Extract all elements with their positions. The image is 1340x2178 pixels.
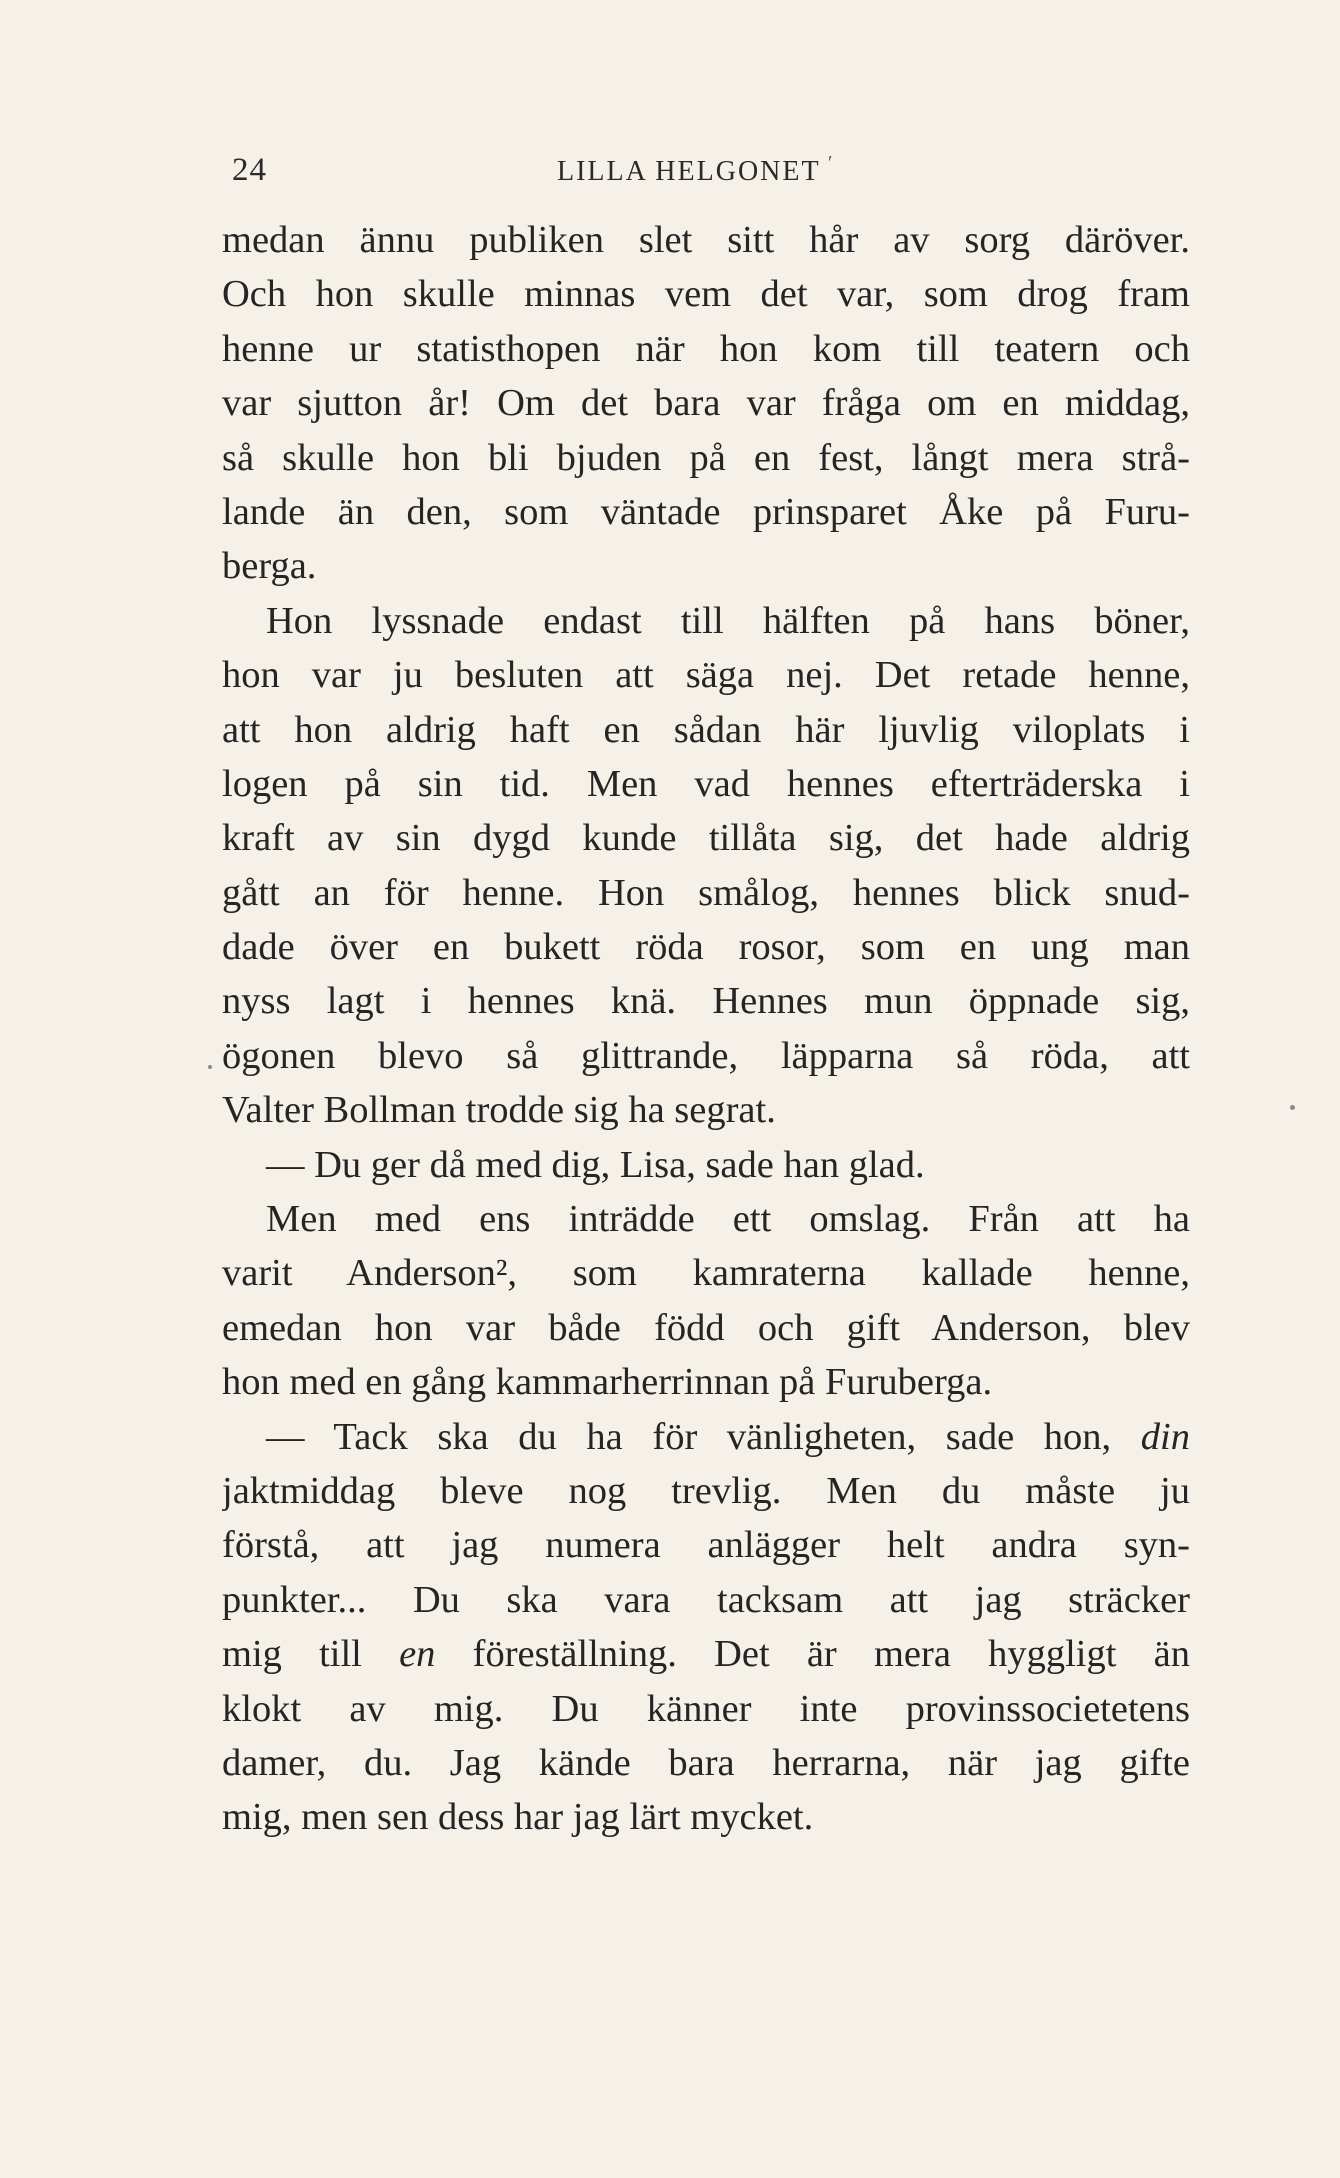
- body-text: [222, 213, 1190, 1845]
- text-line-content: hon med en gång kammarherrinnan på Furuberga.: [222, 1361, 993, 1404]
- text-line: [222, 539, 1190, 593]
- text-line: [222, 1410, 1190, 1464]
- text-line: [222, 1192, 1190, 1246]
- text-line-content: jaktmiddag bleve nog trevlig. Men du måste ju: [222, 1469, 1190, 1512]
- text-line: [222, 757, 1190, 811]
- text-line-content: punkter... Du ska vara tacksam att jag sträcker: [222, 1578, 1190, 1621]
- text-line-content: lande än den, som väntade prinsparet Åke på Furu-: [222, 490, 1190, 533]
- text-line: [222, 1464, 1190, 1518]
- text-line: [222, 974, 1190, 1028]
- text-line: [222, 811, 1190, 865]
- text-line-content: Hon lyssnade endast till hälften på hans böner,: [266, 599, 1190, 642]
- text-line: [222, 267, 1190, 321]
- text-line: [222, 1573, 1190, 1627]
- text-line-content: damer, du. Jag kände bara herrarna, när jag gifte: [222, 1741, 1190, 1784]
- text-line-content: — Tack ska du ha för vänligheten, sade hon,: [266, 1415, 1141, 1458]
- paper-speck: [1290, 1105, 1295, 1110]
- text-line: [222, 1138, 1190, 1192]
- page-header: [232, 152, 1112, 196]
- text-line-content: gått an för henne. Hon smålog, hennes blick snud-: [222, 871, 1190, 914]
- text-line: [222, 703, 1190, 757]
- text-line: [222, 1736, 1190, 1790]
- text-line: [222, 1246, 1190, 1300]
- text-line: [222, 1627, 1190, 1681]
- text-line: [222, 1301, 1190, 1355]
- text-line-content: klokt av mig. Du känner inte provinssocietetens: [222, 1687, 1190, 1730]
- text-line: [222, 1355, 1190, 1409]
- text-line: [222, 376, 1190, 430]
- text-line-content: — Du ger då med dig, Lisa, sade han glad.: [266, 1143, 925, 1186]
- text-line-content: var sjutton år! Om det bara var fråga om en middag,: [222, 382, 1190, 425]
- text-line-content: logen på sin tid. Men vad hennes efterträderska i: [222, 762, 1190, 805]
- text-line-content: så skulle hon bli bjuden på en fest, långt mera strå-: [222, 436, 1190, 479]
- paper-speck: [208, 1065, 212, 1069]
- text-line-content: Men med ens inträdde ett omslag. Från att ha: [266, 1198, 1190, 1241]
- text-line-content: henne ur statisthopen när hon kom till teatern och: [222, 327, 1190, 370]
- text-line-content: mig till: [222, 1633, 400, 1676]
- text-line-continuation: föreställning. Det är mera hyggligt än: [435, 1633, 1190, 1676]
- text-line-content: berga.: [222, 545, 317, 588]
- text-line-content: medan ännu publiken slet sitt hår av sorg däröver.: [222, 219, 1190, 261]
- text-line-content: hon var ju besluten att säga nej. Det retade henne,: [222, 654, 1190, 697]
- text-line: [222, 594, 1190, 648]
- text-line-content: kraft av sin dygd kunde tillåta sig, det hade aldrig: [222, 817, 1190, 860]
- text-line: [222, 1790, 1190, 1844]
- text-line: [222, 1518, 1190, 1572]
- text-line: [222, 1682, 1190, 1736]
- text-line: [222, 322, 1190, 376]
- text-line-content: emedan hon var både född och gift Anderson, blev: [222, 1306, 1190, 1349]
- text-line-content: förstå, att jag numera anlägger helt andra syn-: [222, 1524, 1190, 1567]
- text-line-content: varit Anderson², som kamraterna kallade henne,: [222, 1252, 1190, 1295]
- text-line-content: nyss lagt i hennes knä. Hennes mun öppnade sig,: [222, 980, 1190, 1023]
- text-line: [222, 213, 1190, 267]
- page-number: 24: [232, 152, 267, 188]
- text-line: [222, 920, 1190, 974]
- text-line-content: mig, men sen dess har jag lärt mycket.: [222, 1796, 814, 1839]
- text-line: [222, 1083, 1190, 1137]
- text-line-content: Valter Bollman trodde sig ha segrat.: [222, 1089, 776, 1132]
- text-line: [222, 485, 1190, 539]
- header-mark: ′: [828, 152, 833, 174]
- text-line-content: dade över en bukett röda rosor, som en ung man: [222, 926, 1190, 969]
- running-title: LILLA HELGONET: [557, 156, 821, 187]
- text-line-content: att hon aldrig haft en sådan här ljuvlig viloplats i: [222, 708, 1190, 751]
- text-line-content: Och hon skulle minnas vem det var, som drog fram: [222, 273, 1190, 316]
- text-line: [222, 866, 1190, 920]
- text-line: [222, 1029, 1190, 1083]
- text-line: [222, 648, 1190, 702]
- italic-word: en: [399, 1633, 436, 1676]
- italic-word: din: [1140, 1415, 1190, 1458]
- text-line: [222, 431, 1190, 485]
- text-line-content: ögonen blevo så glittrande, läpparna så röda, att: [222, 1034, 1190, 1077]
